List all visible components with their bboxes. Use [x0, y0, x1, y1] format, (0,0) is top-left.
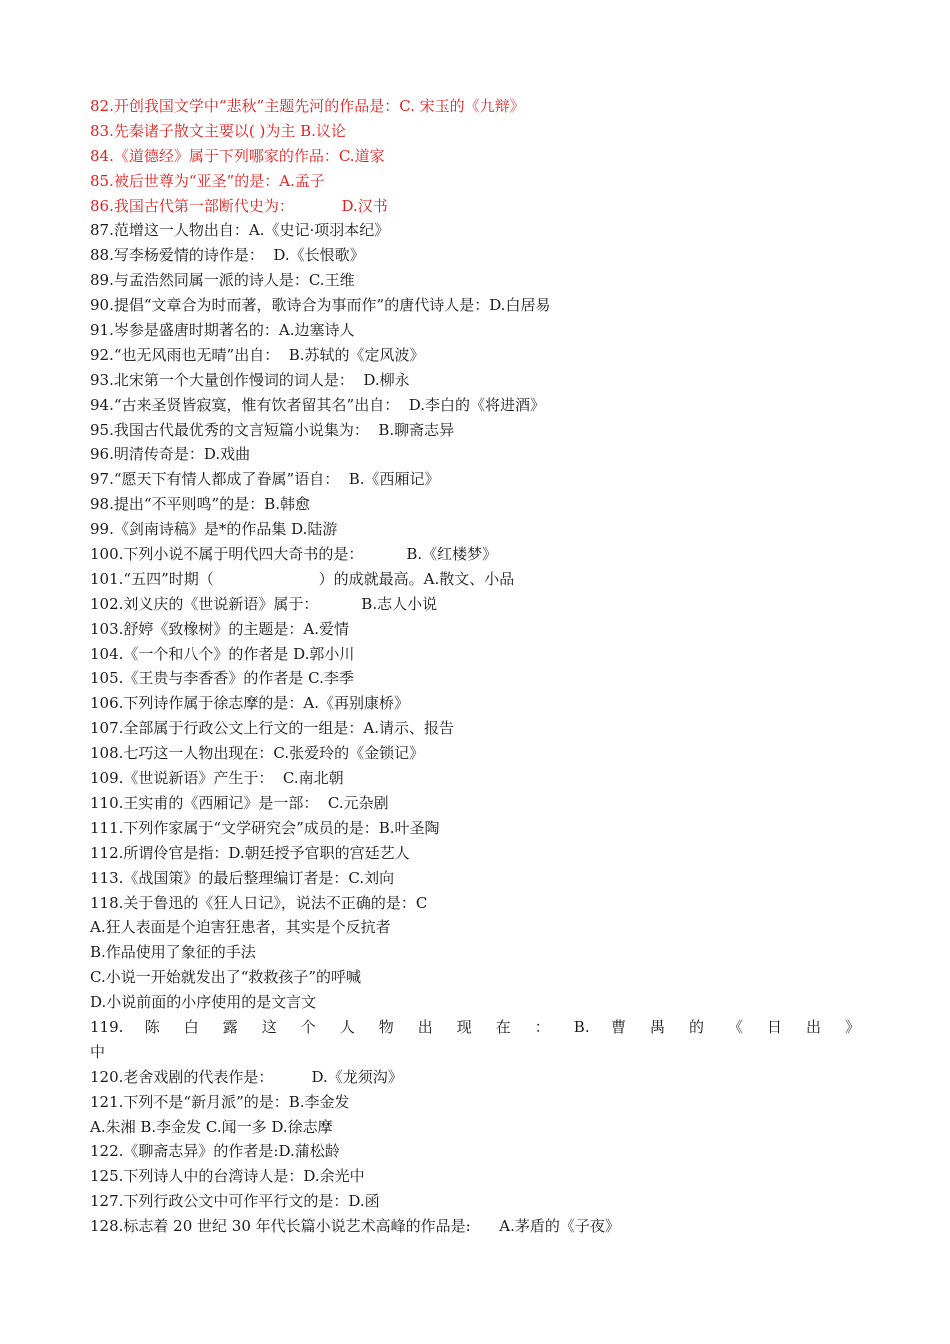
question-line: 88.写李杨爱情的诗作是： D.《长恨歌》	[90, 246, 365, 265]
question-line: 119. 陈 白 露 这 个 人 物 出 现 在 ： B. 曹 禺 的 《 日 出 》	[90, 1017, 860, 1036]
question-line: 96.明清传奇是：D.戏曲	[90, 445, 251, 464]
question-line: 84.《道德经》属于下列哪家的作品：C.道家	[90, 146, 385, 165]
question-line: 118.关于鲁迅的《狂人日记》，说法不正确的是：C	[90, 893, 428, 912]
question-line: 82.开创我国文学中“悲秋”主题先河的作品是：C. 宋玉的《九辩》	[90, 97, 525, 115]
question-line: 103.舒婷《致橡树》的主题是：A.爱情	[90, 619, 350, 638]
question-line: 99.《剑南诗稿》是*的作品集 D.陆游	[90, 520, 338, 539]
question-line: 86.我国古代第一部断代史为： D.汉书	[90, 196, 388, 215]
question-line: 110.王实甫的《西厢记》是一部： C.元杂剧	[90, 793, 389, 812]
question-line: C.小说一开始就发出了“救救孩子”的呼喊	[90, 968, 362, 987]
question-line: 91.岑参是盛唐时期著名的：A.边塞诗人	[90, 321, 355, 340]
question-line: 101.“五四”时期（ ）的成就最高。A.散文、小品	[90, 569, 515, 588]
question-line: B.作品使用了象征的手法	[90, 943, 256, 962]
question-line: 87.范增这一人物出自：A.《史记·项羽本纪》	[90, 221, 390, 240]
question-line: 94.“古来圣贤皆寂寞，惟有饮者留其名”出自： D.李白的《将进酒》	[90, 395, 545, 414]
question-line: 93.北宋第一个大量创作慢词的词人是： D.柳永	[90, 370, 410, 389]
question-line: 85.被后世尊为“亚圣”的是：A.孟子	[90, 171, 325, 190]
question-line: A.狂人表面是个迫害狂患者，其实是个反抗者	[90, 918, 391, 937]
question-line: 127.下列行政公文中可作平行文的是：D.函	[90, 1192, 380, 1211]
question-line: 106.下列诗作属于徐志摩的是：A.《再别康桥》	[90, 694, 410, 713]
question-line: 113.《战国策》的最后整理编订者是：C.刘向	[90, 868, 395, 887]
question-line: 97.“愿天下有情人都成了眷属”语自： B.《西厢记》	[90, 470, 440, 489]
question-line: 111.下列作家属于“文学研究会”成员的是：B.叶圣陶	[90, 818, 440, 837]
question-line: 125.下列诗人中的台湾诗人是：D.余光中	[90, 1167, 365, 1186]
question-line: 120.老舍戏剧的代表作是： D.《龙须沟》	[90, 1067, 403, 1086]
question-line: 95.我国古代最优秀的文言短篇小说集为： B.聊斋志异	[90, 420, 455, 439]
question-line: 112.所谓伶官是指：D.朝廷授予官职的宫廷艺人	[90, 843, 410, 862]
question-line: 98.提出“不平则鸣”的是：B.韩愈	[90, 495, 310, 514]
question-line: 108.七巧这一人物出现在：C.张爱玲的《金锁记》	[90, 744, 425, 763]
question-list	[90, 94, 860, 1239]
question-line: 128.标志着 20 世纪 30 年代长篇小说艺术高峰的作品是: A.茅盾的《子夜》	[90, 1217, 620, 1236]
question-line: 109.《世说新语》产生于： C.南北朝	[90, 769, 344, 788]
question-line: 102.刘义庆的《世说新语》属于： B.志人小说	[90, 594, 438, 613]
question-line: 105.《王贵与李香香》的作者是 C.李季	[90, 669, 354, 688]
question-line: 83.先秦诸子散文主要以( )为主 B.议论	[90, 121, 346, 140]
question-line: D.小说前面的小序使用的是文言文	[90, 993, 317, 1012]
question-line: 90.提倡“文章合为时而著，歌诗合为事而作”的唐代诗人是：D.白居易	[90, 296, 551, 315]
question-line: A.朱湘 B.李金发 C.闻一多 D.徐志摩	[90, 1117, 333, 1136]
question-line: 104.《一个和八个》的作者是 D.郭小川	[90, 644, 355, 663]
question-line: 89.与孟浩然同属一派的诗人是：C.王维	[90, 271, 355, 290]
question-line: 107.全部属于行政公文上行文的一组是：A.请示、报告	[90, 719, 455, 738]
question-line: 100.下列小说不属于明代四大奇书的是： B.《红楼梦》	[90, 545, 498, 564]
question-line: 92.“也无风雨也无晴”出自： B.苏轼的《定风波》	[90, 345, 425, 364]
question-line: 122.《聊斋志异》的作者是:D.蒲松龄	[90, 1142, 340, 1161]
question-line: 121.下列不是“新月派”的是：B.李金发	[90, 1092, 350, 1111]
question-line: 中	[90, 1042, 106, 1061]
